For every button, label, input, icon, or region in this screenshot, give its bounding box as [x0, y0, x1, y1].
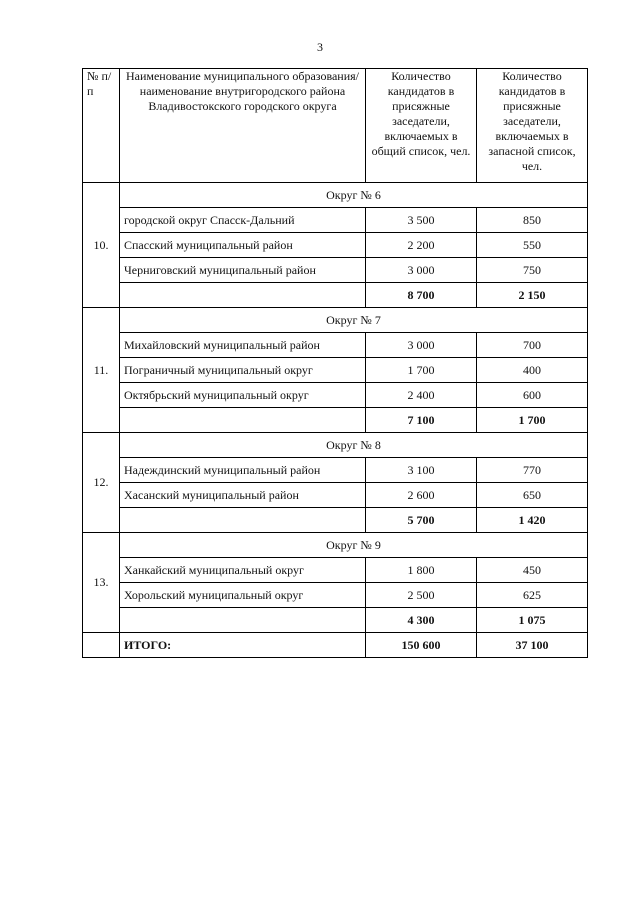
reserve-count: 770	[477, 458, 588, 483]
table-row	[83, 208, 588, 233]
subtotal-label	[120, 608, 366, 633]
total-number-cell	[83, 633, 120, 658]
reserve-count: 700	[477, 333, 588, 358]
municipality-name: Михайловский муниципальный район	[120, 333, 366, 358]
general-count: 3 000	[366, 333, 477, 358]
subtotal-reserve: 2 150	[477, 283, 588, 308]
table-row	[83, 583, 588, 608]
district-title: Округ № 8	[120, 433, 588, 458]
general-count: 2 400	[366, 383, 477, 408]
subtotal-reserve: 1 075	[477, 608, 588, 633]
table-row	[83, 558, 588, 583]
district-title: Округ № 9	[120, 533, 588, 558]
general-count: 2 600	[366, 483, 477, 508]
general-count: 3 500	[366, 208, 477, 233]
municipality-name: Черниговский муниципальный район	[120, 258, 366, 283]
total-general: 150 600	[366, 633, 477, 658]
district-title-row	[83, 308, 588, 333]
general-count: 1 700	[366, 358, 477, 383]
reserve-count: 625	[477, 583, 588, 608]
reserve-count: 750	[477, 258, 588, 283]
general-count: 2 200	[366, 233, 477, 258]
header-general-count: Количество кандидатов в присяжные заседатели, включаемых в общий список, чел.	[366, 69, 477, 183]
district-title-row	[83, 433, 588, 458]
district-title-row	[83, 533, 588, 558]
table-header-row	[83, 69, 588, 183]
district-title: Округ № 7	[120, 308, 588, 333]
municipality-name: Спасский муниципальный район	[120, 233, 366, 258]
table-body	[83, 183, 588, 658]
subtotal-row	[83, 608, 588, 633]
reserve-count: 600	[477, 383, 588, 408]
header-number: № п/п	[83, 69, 120, 183]
reserve-count: 650	[477, 483, 588, 508]
subtotal-row	[83, 283, 588, 308]
subtotal-label	[120, 408, 366, 433]
general-count: 1 800	[366, 558, 477, 583]
table-row	[83, 258, 588, 283]
subtotal-general: 4 300	[366, 608, 477, 633]
subtotal-general: 5 700	[366, 508, 477, 533]
district-title-row	[83, 183, 588, 208]
reserve-count: 550	[477, 233, 588, 258]
table-row	[83, 233, 588, 258]
general-count: 2 500	[366, 583, 477, 608]
municipality-name: Ханкайский муниципальный округ	[120, 558, 366, 583]
municipality-name: Хасанский муниципальный район	[120, 483, 366, 508]
municipality-name: городской округ Спасск-Дальний	[120, 208, 366, 233]
subtotal-row	[83, 408, 588, 433]
district-number: 11.	[83, 308, 120, 433]
subtotal-general: 7 100	[366, 408, 477, 433]
total-reserve: 37 100	[477, 633, 588, 658]
municipality-name: Октябрьский муниципальный округ	[120, 383, 366, 408]
table-row	[83, 383, 588, 408]
general-count: 3 000	[366, 258, 477, 283]
reserve-count: 850	[477, 208, 588, 233]
subtotal-row	[83, 508, 588, 533]
table-row	[83, 358, 588, 383]
table-row	[83, 483, 588, 508]
district-title: Округ № 6	[120, 183, 588, 208]
total-label: ИТОГО:	[120, 633, 366, 658]
table-row	[83, 458, 588, 483]
header-reserve-count: Количество кандидатов в присяжные заседатели, включаемых в запасной список, чел.	[477, 69, 588, 183]
total-row	[83, 633, 588, 658]
district-number: 10.	[83, 183, 120, 308]
candidates-table	[82, 68, 588, 658]
municipality-name: Хорольский муниципальный округ	[120, 583, 366, 608]
reserve-count: 400	[477, 358, 588, 383]
district-number: 12.	[83, 433, 120, 533]
header-name: Наименование муниципального образования/наименование внутригородского района Владивостокского городского округа	[120, 69, 366, 183]
reserve-count: 450	[477, 558, 588, 583]
subtotal-label	[120, 283, 366, 308]
municipality-name: Пограничный муниципальный округ	[120, 358, 366, 383]
subtotal-general: 8 700	[366, 283, 477, 308]
page-number: 3	[317, 40, 323, 54]
subtotal-label	[120, 508, 366, 533]
general-count: 3 100	[366, 458, 477, 483]
subtotal-reserve: 1 700	[477, 408, 588, 433]
district-number: 13.	[83, 533, 120, 633]
subtotal-reserve: 1 420	[477, 508, 588, 533]
table-row	[83, 333, 588, 358]
municipality-name: Надеждинский муниципальный район	[120, 458, 366, 483]
